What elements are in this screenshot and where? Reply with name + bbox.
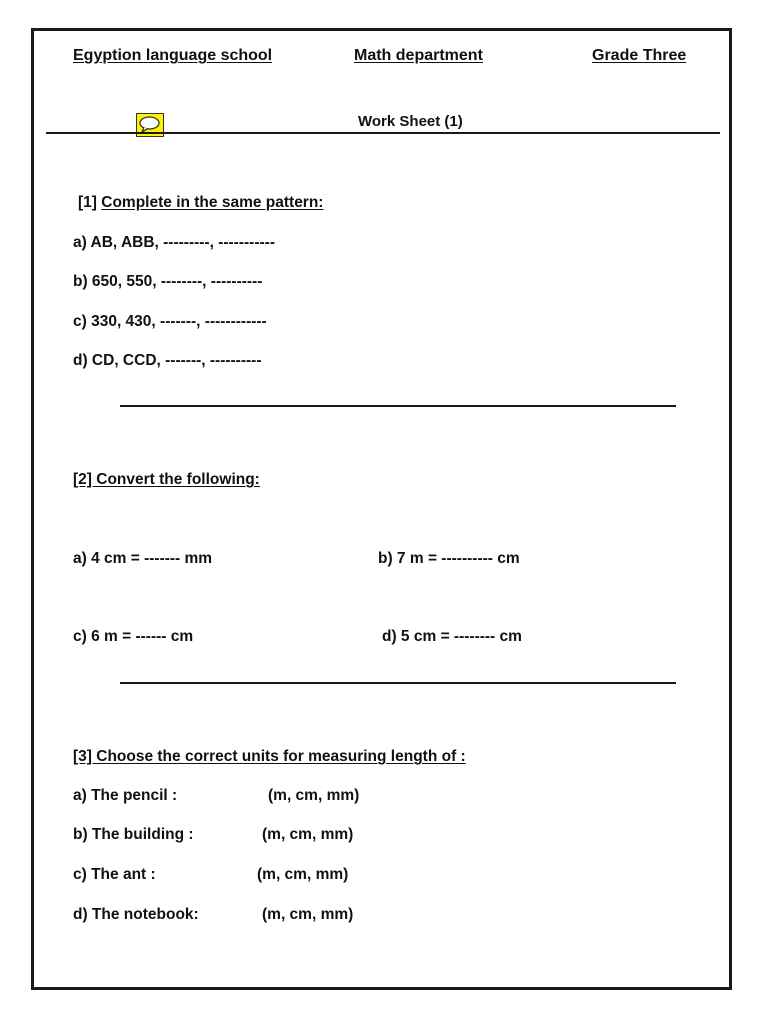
section3-item-a-label: a) The pencil :: [73, 787, 178, 804]
section3-item-b-options: (m, cm, mm): [262, 826, 354, 843]
section3-item-d-label: d) The notebook:: [73, 906, 199, 923]
header-divider: [46, 132, 720, 134]
section1-title: Complete in the same pattern:: [101, 194, 324, 211]
section3-item-c-label: c) The ant :: [73, 866, 156, 883]
section2-item-a: a) 4 cm = ------- mm: [73, 550, 213, 567]
section1-heading: [78, 195, 323, 211]
section3-item-d-options: (m, cm, mm): [262, 906, 354, 923]
section1-item-d: d) CD, CCD, -------, ----------: [73, 352, 262, 369]
section3-item-c-options: (m, cm, mm): [257, 866, 349, 883]
section1-divider: [120, 405, 676, 407]
section3-item-a-options: (m, cm, mm): [268, 787, 360, 804]
section2-item-d: d) 5 cm = -------- cm: [382, 628, 522, 645]
section1-item-a: a) AB, ABB, ---------, -----------: [73, 234, 275, 251]
department-name: Math department: [354, 47, 483, 64]
worksheet-title: Work Sheet (1): [358, 113, 463, 130]
section1-item-b: b) 650, 550, --------, ----------: [73, 273, 263, 290]
grade-name: Grade Three: [592, 47, 687, 64]
section2-heading: [2] Convert the following:: [73, 471, 260, 488]
school-name: Egyption language school: [73, 47, 273, 64]
section2-item-c: c) 6 m = ------ cm: [73, 628, 194, 645]
section3-heading: [3] Choose the correct units for measuring length of :: [73, 748, 466, 765]
section1-item-c: c) 330, 430, -------, ------------: [73, 313, 267, 330]
section3-item-b-label: b) The building :: [73, 826, 194, 843]
page-border: [31, 28, 732, 990]
section1-number: [1]: [78, 194, 97, 211]
section2-item-b: b) 7 m = ---------- cm: [378, 550, 520, 567]
section2-divider: [120, 682, 676, 684]
